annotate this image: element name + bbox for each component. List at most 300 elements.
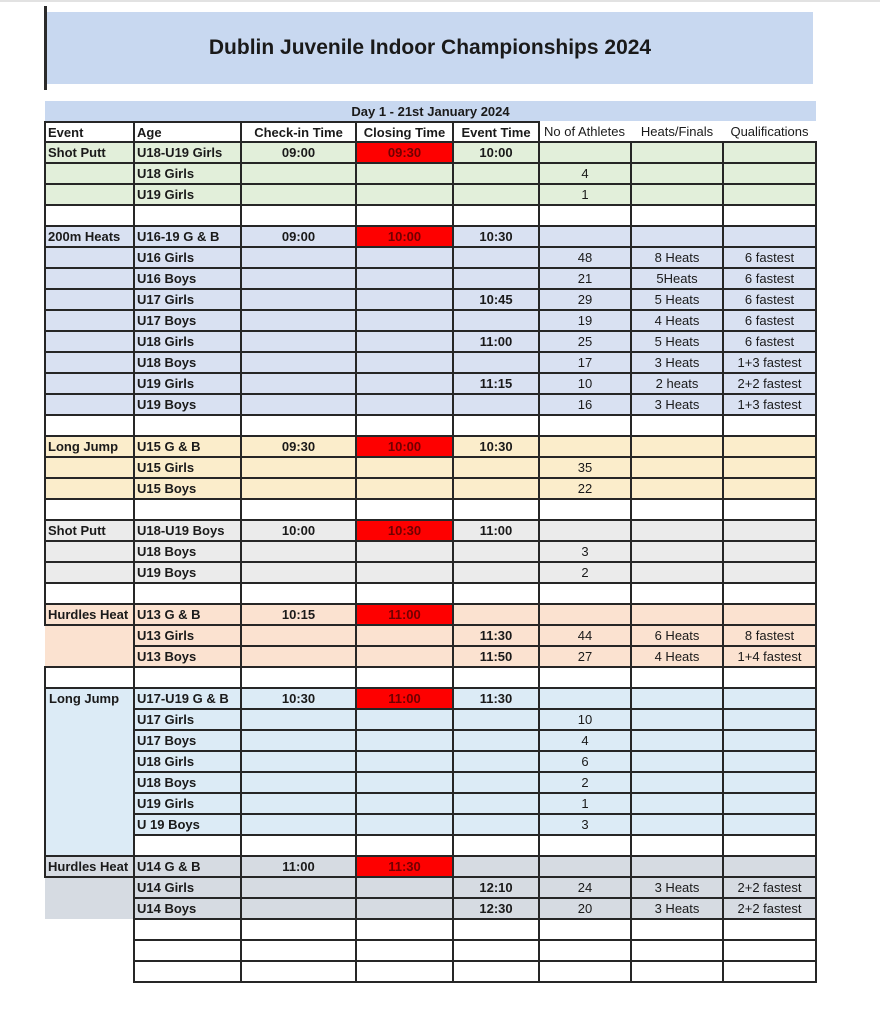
cell-athletes: 4	[539, 163, 631, 184]
cell-event	[45, 625, 134, 667]
column-header-heats-finals: Heats/Finals	[631, 122, 723, 142]
cell-event-time	[453, 709, 539, 730]
cell-heats-finals	[631, 730, 723, 751]
cell-event-time	[453, 352, 539, 373]
cell-qualifications	[723, 583, 816, 604]
table-row	[45, 499, 816, 520]
cell-athletes: 6	[539, 751, 631, 772]
table-row	[45, 142, 816, 163]
cell-heats-finals	[631, 688, 723, 709]
cell-event-time	[453, 541, 539, 562]
cell-qualifications	[723, 142, 816, 163]
cell-event	[45, 961, 134, 982]
cell-checkin-time	[241, 247, 356, 268]
cell-event: Hurdles Heat	[45, 604, 134, 625]
cell-closing-time	[356, 247, 453, 268]
cell-athletes: 10	[539, 709, 631, 730]
cell-age: U14 G & B	[134, 856, 241, 877]
cell-age: U18 Girls	[134, 751, 241, 772]
cell-athletes	[539, 688, 631, 709]
cell-heats-finals: 3 Heats	[631, 394, 723, 415]
cell-athletes: 21	[539, 268, 631, 289]
cell-event	[45, 541, 134, 562]
cell-closing-time	[356, 352, 453, 373]
cell-closing-time	[356, 898, 453, 919]
cell-heats-finals	[631, 520, 723, 541]
cell-event	[45, 373, 134, 394]
cell-heats-finals	[631, 919, 723, 940]
cell-heats-finals: 5 Heats	[631, 331, 723, 352]
cell-athletes	[539, 856, 631, 877]
table-row	[45, 520, 816, 541]
cell-athletes	[539, 415, 631, 436]
cell-event: Long Jump	[45, 688, 134, 856]
cell-qualifications	[723, 667, 816, 688]
cell-age	[134, 415, 241, 436]
cell-age	[134, 961, 241, 982]
cell-heats-finals	[631, 751, 723, 772]
cell-closing-time: 11:30	[356, 856, 453, 877]
cell-checkin-time	[241, 709, 356, 730]
cell-qualifications	[723, 415, 816, 436]
cell-closing-time	[356, 709, 453, 730]
cell-closing-time: 11:00	[356, 604, 453, 625]
table-row	[45, 373, 816, 394]
cell-event-time	[453, 205, 539, 226]
cell-age	[134, 499, 241, 520]
cell-checkin-time: 10:00	[241, 520, 356, 541]
cell-closing-time	[356, 919, 453, 940]
table-row	[45, 457, 816, 478]
table-row	[45, 688, 816, 709]
cell-event-time: 10:00	[453, 142, 539, 163]
cell-event-time	[453, 961, 539, 982]
cell-heats-finals: 3 Heats	[631, 877, 723, 898]
cell-event-time	[453, 583, 539, 604]
cell-event	[45, 331, 134, 352]
cell-event-time	[453, 940, 539, 961]
cell-checkin-time	[241, 289, 356, 310]
cell-heats-finals	[631, 541, 723, 562]
page-top-divider	[0, 0, 880, 2]
cell-closing-time	[356, 940, 453, 961]
cell-checkin-time	[241, 499, 356, 520]
cell-age: U16 Girls	[134, 247, 241, 268]
cell-checkin-time	[241, 814, 356, 835]
cell-qualifications	[723, 562, 816, 583]
cell-closing-time	[356, 205, 453, 226]
cell-event-time	[453, 814, 539, 835]
cell-qualifications	[723, 499, 816, 520]
cell-qualifications	[723, 436, 816, 457]
cell-checkin-time	[241, 205, 356, 226]
cell-heats-finals	[631, 184, 723, 205]
cell-qualifications	[723, 478, 816, 499]
cell-age: U18 Boys	[134, 541, 241, 562]
cell-event-time: 11:00	[453, 520, 539, 541]
cell-athletes: 44	[539, 625, 631, 646]
cell-athletes	[539, 436, 631, 457]
cell-event-time	[453, 793, 539, 814]
cell-qualifications	[723, 163, 816, 184]
cell-closing-time	[356, 625, 453, 646]
cell-athletes: 35	[539, 457, 631, 478]
cell-qualifications	[723, 835, 816, 856]
table-row	[45, 919, 816, 940]
cell-qualifications: 8 fastest	[723, 625, 816, 646]
cell-age: U19 Boys	[134, 394, 241, 415]
cell-event: Hurdles Heat	[45, 856, 134, 877]
day-header: Day 1 - 21st January 2024	[45, 101, 816, 122]
cell-closing-time	[356, 415, 453, 436]
table-row	[45, 415, 816, 436]
cell-event	[45, 310, 134, 331]
cell-closing-time	[356, 730, 453, 751]
cell-heats-finals: 6 Heats	[631, 625, 723, 646]
cell-event	[45, 562, 134, 583]
cell-athletes	[539, 835, 631, 856]
cell-event: 200m Heats	[45, 226, 134, 247]
cell-qualifications	[723, 940, 816, 961]
cell-checkin-time	[241, 373, 356, 394]
cell-closing-time	[356, 961, 453, 982]
cell-checkin-time	[241, 562, 356, 583]
cell-event-time	[453, 604, 539, 625]
cell-closing-time: 09:30	[356, 142, 453, 163]
cell-age	[134, 583, 241, 604]
cell-age: U19 Girls	[134, 793, 241, 814]
cell-heats-finals: 3 Heats	[631, 898, 723, 919]
cell-event-time: 11:00	[453, 331, 539, 352]
table-row	[45, 247, 816, 268]
page-title: Dublin Juvenile Indoor Championships 2024	[208, 36, 652, 59]
cell-checkin-time	[241, 919, 356, 940]
cell-heats-finals: 8 Heats	[631, 247, 723, 268]
column-header-age: Age	[134, 122, 241, 142]
cell-heats-finals	[631, 961, 723, 982]
cell-event	[45, 184, 134, 205]
cell-age: U18 Girls	[134, 331, 241, 352]
cell-event-time	[453, 835, 539, 856]
cell-checkin-time	[241, 352, 356, 373]
column-header-closing-time: Closing Time	[356, 122, 453, 142]
cell-checkin-time	[241, 583, 356, 604]
cell-checkin-time	[241, 415, 356, 436]
table-row	[45, 709, 816, 730]
cell-heats-finals: 5Heats	[631, 268, 723, 289]
cell-heats-finals: 5 Heats	[631, 289, 723, 310]
cell-event-time	[453, 394, 539, 415]
cell-event: Shot Putt	[45, 520, 134, 541]
cell-checkin-time	[241, 478, 356, 499]
table-row	[45, 814, 816, 835]
cell-athletes: 1	[539, 793, 631, 814]
cell-checkin-time	[241, 961, 356, 982]
cell-checkin-time: 10:30	[241, 688, 356, 709]
cell-event-time: 11:15	[453, 373, 539, 394]
cell-event-time: 11:30	[453, 625, 539, 646]
table-row	[45, 793, 816, 814]
cell-athletes	[539, 961, 631, 982]
cell-age: U19 Girls	[134, 373, 241, 394]
cell-closing-time	[356, 667, 453, 688]
cell-event-time	[453, 478, 539, 499]
cell-age: U17 Boys	[134, 730, 241, 751]
cell-event	[45, 268, 134, 289]
cell-athletes	[539, 499, 631, 520]
cell-closing-time	[356, 646, 453, 667]
cell-checkin-time	[241, 751, 356, 772]
table-row	[45, 310, 816, 331]
cell-athletes: 27	[539, 646, 631, 667]
table-row	[45, 730, 816, 751]
table-row	[45, 856, 816, 877]
table-row	[45, 877, 816, 898]
cell-heats-finals	[631, 835, 723, 856]
cell-heats-finals	[631, 478, 723, 499]
cell-age: U16 Boys	[134, 268, 241, 289]
table-row	[45, 604, 816, 625]
table-row	[45, 583, 816, 604]
cell-age: U17-U19 G & B	[134, 688, 241, 709]
cell-event	[45, 478, 134, 499]
cell-qualifications	[723, 604, 816, 625]
cell-event-time	[453, 457, 539, 478]
cell-age: U13 Boys	[134, 646, 241, 667]
cell-athletes: 16	[539, 394, 631, 415]
cell-event	[45, 499, 134, 520]
cell-closing-time	[356, 583, 453, 604]
cell-closing-time: 10:00	[356, 436, 453, 457]
cell-athletes	[539, 940, 631, 961]
cell-checkin-time	[241, 310, 356, 331]
cell-athletes: 29	[539, 289, 631, 310]
cell-age: U19 Boys	[134, 562, 241, 583]
cell-checkin-time	[241, 541, 356, 562]
cell-athletes: 3	[539, 814, 631, 835]
cell-event	[45, 919, 134, 940]
cell-athletes: 48	[539, 247, 631, 268]
cell-closing-time	[356, 394, 453, 415]
cell-event-time	[453, 184, 539, 205]
cell-athletes: 4	[539, 730, 631, 751]
cell-event-time	[453, 751, 539, 772]
cell-qualifications: 1+4 fastest	[723, 646, 816, 667]
table-row	[45, 772, 816, 793]
cell-event-time	[453, 730, 539, 751]
cell-checkin-time: 09:00	[241, 226, 356, 247]
cell-closing-time	[356, 772, 453, 793]
cell-heats-finals	[631, 415, 723, 436]
cell-heats-finals	[631, 583, 723, 604]
cell-closing-time	[356, 793, 453, 814]
cell-qualifications	[723, 772, 816, 793]
day-header-row	[45, 101, 816, 122]
cell-age: U18-U19 Boys	[134, 520, 241, 541]
cell-athletes	[539, 520, 631, 541]
cell-qualifications	[723, 541, 816, 562]
cell-qualifications	[723, 457, 816, 478]
cell-age: U18-U19 Girls	[134, 142, 241, 163]
cell-athletes: 24	[539, 877, 631, 898]
cell-age: U13 Girls	[134, 625, 241, 646]
cell-age: U14 Boys	[134, 898, 241, 919]
cell-closing-time	[356, 457, 453, 478]
cell-closing-time	[356, 268, 453, 289]
cell-age: U15 G & B	[134, 436, 241, 457]
cell-event-time	[453, 310, 539, 331]
cell-heats-finals	[631, 499, 723, 520]
cell-age	[134, 940, 241, 961]
cell-checkin-time	[241, 730, 356, 751]
cell-closing-time: 10:30	[356, 520, 453, 541]
cell-qualifications	[723, 184, 816, 205]
cell-heats-finals: 2 heats	[631, 373, 723, 394]
cell-event-time: 11:50	[453, 646, 539, 667]
cell-event-time	[453, 163, 539, 184]
cell-closing-time	[356, 478, 453, 499]
cell-qualifications	[723, 856, 816, 877]
cell-athletes	[539, 226, 631, 247]
table-row	[45, 898, 816, 919]
cell-event-time	[453, 772, 539, 793]
cell-age: U14 Girls	[134, 877, 241, 898]
cell-age: U18 Girls	[134, 163, 241, 184]
cell-event	[45, 583, 134, 604]
cell-closing-time	[356, 835, 453, 856]
cell-age	[134, 919, 241, 940]
cell-qualifications	[723, 814, 816, 835]
cell-event	[45, 415, 134, 436]
cell-event	[45, 163, 134, 184]
cell-athletes: 2	[539, 562, 631, 583]
cell-heats-finals	[631, 142, 723, 163]
cell-heats-finals	[631, 814, 723, 835]
cell-checkin-time	[241, 877, 356, 898]
column-header-row	[45, 122, 816, 142]
cell-closing-time	[356, 310, 453, 331]
cell-athletes: 10	[539, 373, 631, 394]
cell-event: Shot Putt	[45, 142, 134, 163]
table-row	[45, 205, 816, 226]
cell-athletes: 17	[539, 352, 631, 373]
cell-qualifications	[723, 961, 816, 982]
cell-qualifications: 6 fastest	[723, 310, 816, 331]
cell-event-time	[453, 415, 539, 436]
cell-event	[45, 940, 134, 961]
cell-age: U13 G & B	[134, 604, 241, 625]
cell-closing-time	[356, 331, 453, 352]
cell-athletes: 3	[539, 541, 631, 562]
cell-heats-finals	[631, 562, 723, 583]
cell-event-time	[453, 499, 539, 520]
cell-qualifications	[723, 226, 816, 247]
cell-heats-finals	[631, 436, 723, 457]
cell-qualifications	[723, 919, 816, 940]
column-header-event-time: Event Time	[453, 122, 539, 142]
schedule-table-body	[45, 142, 816, 982]
cell-age: U 19 Boys	[134, 814, 241, 835]
table-row	[45, 331, 816, 352]
cell-event: Long Jump	[45, 436, 134, 457]
cell-qualifications	[723, 793, 816, 814]
cell-age: U17 Girls	[134, 709, 241, 730]
table-row	[45, 436, 816, 457]
cell-closing-time	[356, 163, 453, 184]
schedule-table	[44, 101, 817, 983]
cell-event	[45, 205, 134, 226]
cell-event-time	[453, 856, 539, 877]
table-row	[45, 961, 816, 982]
cell-qualifications: 6 fastest	[723, 268, 816, 289]
table-row	[45, 226, 816, 247]
cell-qualifications: 6 fastest	[723, 331, 816, 352]
cell-closing-time	[356, 751, 453, 772]
cell-closing-time	[356, 814, 453, 835]
cell-heats-finals	[631, 205, 723, 226]
cell-age: U17 Girls	[134, 289, 241, 310]
cell-athletes	[539, 205, 631, 226]
cell-athletes	[539, 919, 631, 940]
cell-heats-finals	[631, 856, 723, 877]
cell-athletes: 25	[539, 331, 631, 352]
column-header-event: Event	[45, 122, 134, 142]
cell-athletes: 20	[539, 898, 631, 919]
cell-heats-finals	[631, 457, 723, 478]
cell-event	[45, 877, 134, 919]
cell-qualifications	[723, 730, 816, 751]
cell-checkin-time	[241, 625, 356, 646]
cell-qualifications	[723, 709, 816, 730]
cell-closing-time	[356, 499, 453, 520]
cell-athletes	[539, 583, 631, 604]
cell-qualifications: 6 fastest	[723, 247, 816, 268]
table-row	[45, 562, 816, 583]
cell-event-time: 12:30	[453, 898, 539, 919]
cell-age	[134, 667, 241, 688]
cell-athletes	[539, 667, 631, 688]
cell-checkin-time	[241, 184, 356, 205]
cell-event-time	[453, 919, 539, 940]
cell-heats-finals	[631, 709, 723, 730]
cell-event-time: 10:30	[453, 436, 539, 457]
cell-checkin-time: 09:30	[241, 436, 356, 457]
cell-closing-time: 10:00	[356, 226, 453, 247]
cell-heats-finals: 3 Heats	[631, 352, 723, 373]
table-row	[45, 667, 816, 688]
cell-heats-finals	[631, 163, 723, 184]
cell-qualifications: 1+3 fastest	[723, 352, 816, 373]
table-row	[45, 835, 816, 856]
cell-heats-finals	[631, 772, 723, 793]
cell-checkin-time	[241, 268, 356, 289]
table-row	[45, 478, 816, 499]
table-row	[45, 289, 816, 310]
cell-age: U19 Girls	[134, 184, 241, 205]
table-row	[45, 394, 816, 415]
cell-age: U18 Boys	[134, 352, 241, 373]
cell-age: U16-19 G & B	[134, 226, 241, 247]
cell-age	[134, 835, 241, 856]
cell-closing-time	[356, 289, 453, 310]
cell-checkin-time: 09:00	[241, 142, 356, 163]
cell-qualifications: 1+3 fastest	[723, 394, 816, 415]
cell-age: U15 Boys	[134, 478, 241, 499]
cell-event-time: 10:30	[453, 226, 539, 247]
cell-checkin-time	[241, 646, 356, 667]
cell-qualifications	[723, 205, 816, 226]
cell-checkin-time	[241, 835, 356, 856]
